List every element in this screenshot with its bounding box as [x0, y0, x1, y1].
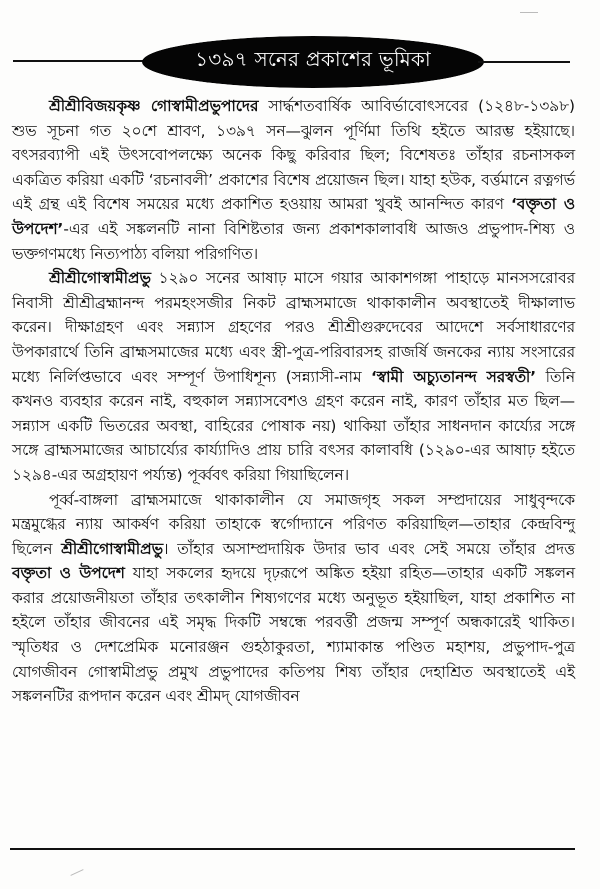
paragraph-3 — [12, 488, 575, 709]
text-segment: বক্তৃতা ও উপদেশ — [12, 564, 125, 583]
text-segment: ‘স্বামী অচ্যুতানন্দ সরস্বতী’ — [370, 367, 537, 386]
text-segment: তিনি কখনও ব্যবহার করেন নাই, বহুকাল সন্ন্যাসবেশও গ্রহণ করেন নাই, কারণ তাঁহার মত ছিল—সন্ন্যাস একটি ভিতরের অবস্থা, বাহিরের পোষাক নয়) থাকিয়া তাঁহার সাধনদান কার্য্যের সঙ্গে সঙ্গে ব্রাহ্মসমাজের আচার্য্যের কার্য্যাদিও প্রায় চারি বৎসর কালাবধি (১২৯০-এর আষাঢ় হইতে ১২৯৪-এর অগ্রহায়ণ পর্য্যন্ত) পূর্ব্ববৎ করিয়া গিয়াছিলেন। — [12, 367, 575, 484]
text-segment: ১২৯০ সনের আষাঢ় মাসে গয়ার আকাশগঙ্গা পাহাড়ে মানসসরোবর নিবাসী শ্রীশ্রীব্রহ্মানন্দ পরমহংসজীর নিকট ব্রাহ্মসমাজে থাকাকালীন অবস্থাতেই দীক্ষালাভ করেন। দীক্ষাগ্রহণ এবং সন্ন্যাস গ্রহণের পরও শ্রীশ্রীগুরুদেবের আদেশে সর্বসাধারণের উপকারার্থে তিনি ব্রাহ্মসমাজের মধ্যে এবং স্ত্রী-পুত্র-পরিবারসহ রাজর্ষি জনকের ন্যায় সংসারের মধ্যে নির্লিপ্তভাবে এবং সম্পূর্ণ উপাধিশূন্য (সন্ন্যাসী-নাম — [12, 269, 575, 386]
text-segment: ‘বক্তৃতা ও উপদেশ’ — [12, 195, 575, 238]
text-segment: । তাঁহার অসাম্প্রদায়িক উদার ভাব এবং সেই সময়ে তাঁহার প্রদত্ত — [162, 539, 575, 558]
footer-rule — [10, 848, 575, 850]
scan-speck — [520, 12, 538, 13]
text-segment: শ্রীশ্রীবিজয়কৃষ্ণ গোস্বামীপ্রভুপাদের — [49, 97, 259, 115]
scan-speck — [70, 869, 83, 876]
section-header — [0, 20, 600, 80]
text-segment: যাহা সকলের হৃদয়ে দৃঢ়রূপে অঙ্কিত হইয়া রহিত—তাহার একটি সঙ্কলন করার প্রয়োজনীয়তা তাঁহার তৎকালীন শিষ্যগণের মধ্যে অনুভূত হইয়াছিল, যাহা প্রকাশিত না হইলে তাঁহার জীবনের এই সমৃদ্ধ দিকটি সম্বন্ধে পরবর্ত্তী প্রজন্ম সম্পূর্ণ অন্ধকারেই থাকিত। স্মৃতিধর ও দেশপ্রেমিক মনোরঞ্জন গুহঠাকুরতা, শ্যামাকান্ত পণ্ডিত মহাশয়, প্রভুপাদ-পুত্র যোগজীবন গোস্বামীপ্রভু প্রমুখ প্রভুপাদের কতিপয় শিষ্য তাঁহার দেহাশ্রিত অবস্থাতেই এই সঙ্কলনটির রূপদান করেন এবং শ্রীমদ্ যোগজীবন — [12, 564, 576, 706]
text-segment: শ্রীশ্রীগোস্বামীপ্রভু — [49, 269, 151, 288]
text-segment: সার্দ্ধশতবার্ষিক আবির্ভাবোৎসবের (১২৪৮-১৩৯৮) শুভ সূচনা গত ২০শে শ্রাবণ, ১৩৯৭ সন—ঝুলন পূর্ণিমা তিথি হইতে আরম্ভ হইয়াছে। বৎসরব্যাপী এই উৎসবোপলক্ষ্যে অনেক কিছু করিবার ছিল; বিশেষতঃ তাঁহার রচনাসকল একত্রিত করিয়া একটি ‘রচনাবলী’ প্রকাশের বিশেষ প্রয়োজন ছিল। যাহা হউক, বর্ত্তমানে রত্নগর্ভ এই গ্রন্থ এই বিশেষ সময়ের মধ্যে প্রকাশিত হওয়ায় আমরা খুবই আনন্দিত কারণ — [12, 97, 575, 214]
paragraph-1 — [12, 94, 575, 266]
text-segment: -এর এই সঙ্কলনটি নানা বিশিষ্টতার জন্য প্রকাশকালাবধি আজও প্রভুপাদ-শিষ্য ও ভক্তগণমধ্যে নিত্যপাঠ্য বলিয়া পরিগণিত। — [12, 219, 575, 263]
text-segment: শ্রীশ্রীগোস্বামীপ্রভু — [61, 539, 163, 558]
paragraph-2 — [12, 266, 575, 487]
header-rule-right — [478, 61, 570, 63]
body-text — [12, 94, 575, 709]
header-rule-left — [13, 60, 148, 62]
text-segment: পূর্ব্ব-বাঙ্গলা ব্রাহ্মসমাজে থাকাকালীন যে সমাজগৃহ সকল সম্প্রদায়ের সাধুবৃন্দকে মন্ত্রমুগ্ধের ন্যায় আকর্ষণ করিয়া তাহাকে স্বর্গোদ্যানে পরিণত করিয়াছিল—তাহার কেন্দ্রবিন্দু ছিলেন — [12, 490, 575, 558]
page-title: ১৩৯৭ সনের প্রকাশের ভূমিকা — [195, 47, 431, 71]
